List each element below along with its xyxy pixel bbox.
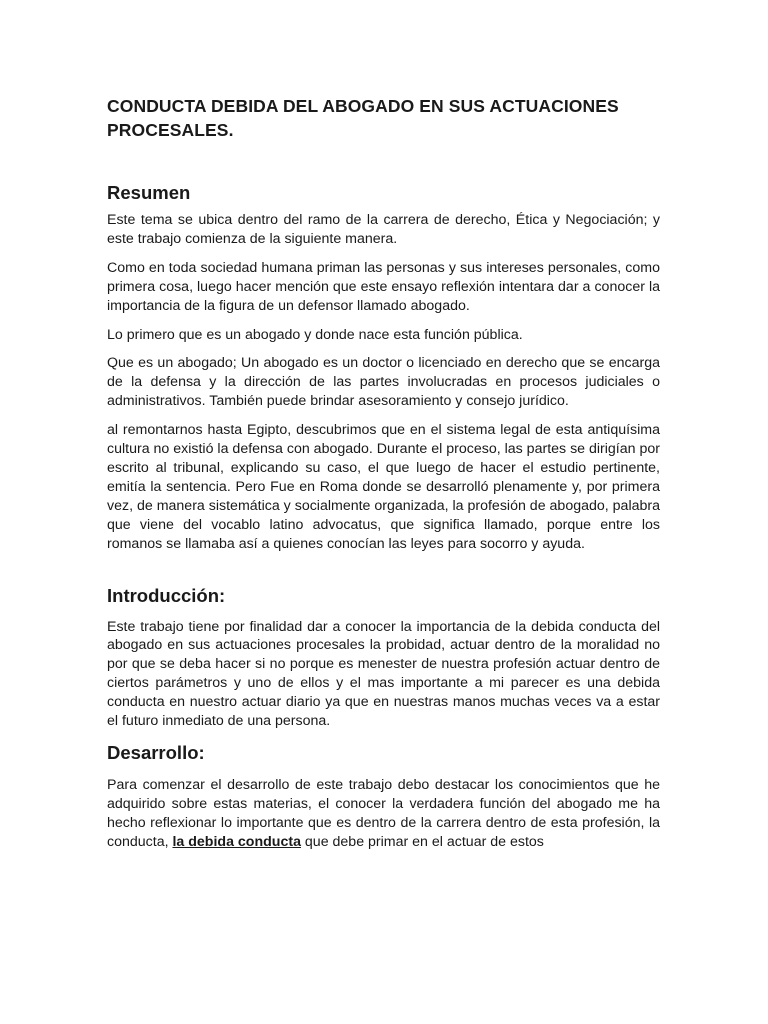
resumen-paragraph-5: al remontarnos hasta Egipto, descubrimos que en el sistema legal de esta antiquísima cultura no existió la defensa con abogado. Durante el proceso, las partes se dirigían por escrito al tribunal, explicando su caso, el que luego de hacer el estudio pertinente, emitía la sentencia. Pero Fue en Roma donde se desarrolló plenamente y, por primera vez, de manera sistemática y socialmente organizada, la profesión de abogado, palabra que viene del vocablo latino advocatus, que significa llamado, porque entre los romanos se llamaba así a quienes conocían las leyes para socorro y ayuda. [107, 422, 660, 552]
desarrollo-text-before: Para comenzar el desarrollo de este trabajo debo destacar los conocimientos que he adquirido sobre estas materias, el conocer la verdadera función del abogado me ha hecho reflexionar lo importante que es dentro de la carrera dentro de esta profesión, la conducta, [107, 776, 660, 850]
section-heading-desarrollo: Desarrollo: [107, 741, 205, 763]
emphasis-debida-conducta: la debida conducta [172, 833, 301, 850]
introduccion-paragraph-1: Este trabajo tiene por finalidad dar a conocer la importancia de la debida conducta del abogado en sus actuaciones procesales la probidad, actuar dentro de la moralidad no por que se deba hacer si no porque es menester de nuestra profesión actuar dentro de ciertos parámetros y uno de ellos y el mas importante a mi parecer es una debida conducta en nuestro actuar diario ya que en nuestras manos muchas veces va a estar el futuro inmediato de una persona. [107, 618, 660, 730]
resumen-paragraph-2: Como en toda sociedad humana priman las personas y sus intereses personales, como primera cosa, luego hacer mención que este ensayo reflexión intentara dar a conocer la importancia de la figura de un defensor llamado abogado. [107, 259, 660, 314]
resumen-paragraph-4: Que es un abogado; Un abogado es un doctor o licenciado en derecho que se encarga de la defensa y la dirección de las partes involucradas en procesos judiciales o administrativos. También puede brindar asesoramiento y consejo jurídico. [107, 355, 660, 410]
desarrollo-paragraph-1 [107, 776, 660, 852]
resumen-paragraph-3: Lo primero que es un abogado y donde nace esta función pública. [107, 326, 523, 343]
resumen-paragraph-1: Este tema se ubica dentro del ramo de la carrera de derecho, Ética y Negociación; y este trabajo comienza de la siguiente manera. [107, 212, 660, 247]
section-heading-introduccion: Introducción: [107, 584, 226, 606]
desarrollo-text-after: que debe primar en el actuar de estos [300, 833, 544, 850]
section-heading-resumen: Resumen [107, 182, 191, 203]
document-title: CONDUCTA DEBIDA DEL ABOGADO EN SUS ACTUACIONES PROCESALES. [107, 96, 619, 140]
document-body [107, 94, 660, 852]
